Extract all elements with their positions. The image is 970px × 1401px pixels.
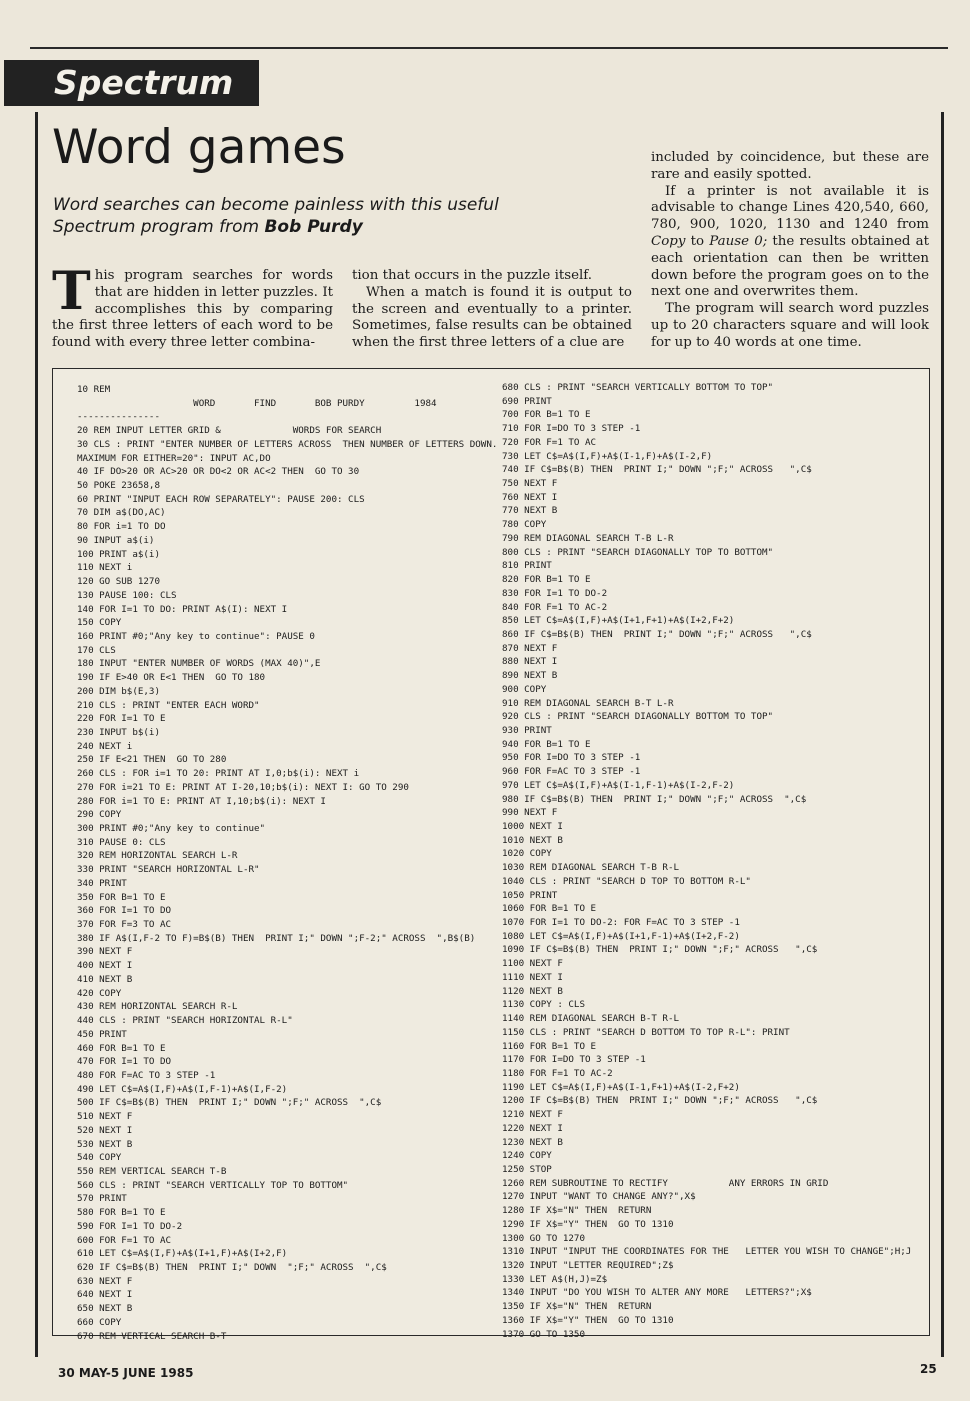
code-line: 300 PRINT #0;"Any key to continue" <box>77 823 266 834</box>
code-line: 880 NEXT I <box>502 656 558 668</box>
code-line: 480 FOR F=AC TO 3 STEP -1 <box>77 1069 216 1081</box>
code-line: 1320 INPUT "LETTER REQUIRED";Z$ <box>502 1260 674 1271</box>
code-line: 1190 LET C$=A$(I,F)+A$(I-1,F+1)+A$(I-2,F+2) <box>502 1081 740 1093</box>
col3-pause-keyword: Pause 0; <box>709 233 768 249</box>
code-line: 500 IF C$=B$(B) THEN PRINT I;" DOWN ";F;" ACROSS ",C$ <box>77 1097 382 1109</box>
code-line: 1200 IF C$=B$(B) THEN PRINT I;" DOWN ";F;" ACROSS ",C$ <box>502 1095 818 1107</box>
code-line: 30 CLS : PRINT "ENTER NUMBER OF LETTERS ACROSS THEN NUMBER OF LETTERS DOWN. <box>77 438 498 450</box>
col3-para-1: included by coincidence, but these are rare and easily spotted. <box>651 150 929 182</box>
code-line: 910 REM DIAGONAL SEARCH B-T L-R <box>502 697 674 709</box>
code-line: 790 REM DIAGONAL SEARCH T-B L-R <box>502 532 674 544</box>
code-line: 1170 FOR I=DO TO 3 STEP -1 <box>502 1054 646 1066</box>
code-line: 120 GO SUB 1270 <box>77 576 160 588</box>
code-line: 550 REM VERTICAL SEARCH T-B <box>77 1165 227 1177</box>
code-line: 570 PRINT <box>77 1193 127 1205</box>
code-line: 740 IF C$=B$(B) THEN PRINT I;" DOWN ";F;" ACROSS ",C$ <box>502 464 812 476</box>
code-line: 650 NEXT B <box>77 1303 133 1315</box>
code-line: 260 CLS : FOR i=1 TO 20: PRINT AT I,0;b$(i): NEXT i <box>77 768 360 780</box>
code-line: 940 FOR B=1 TO E <box>502 738 591 750</box>
code-line: 900 COPY <box>502 683 547 695</box>
code-line: 420 COPY <box>77 987 122 999</box>
code-line: 1250 STOP <box>502 1163 552 1175</box>
code-line: 840 FOR F=1 TO AC-2 <box>502 601 608 613</box>
code-line: 810 PRINT <box>502 560 552 572</box>
code-line: 1050 PRINT <box>502 889 558 901</box>
code-line: 250 IF E<21 THEN GO TO 280 <box>77 754 227 766</box>
listing-left-column <box>77 383 497 1343</box>
code-line: 690 PRINT <box>502 395 552 407</box>
code-line: 990 NEXT F <box>502 807 558 819</box>
code-line: 440 CLS : PRINT "SEARCH HORIZONTAL R-L" <box>77 1015 293 1027</box>
body-column-3 <box>651 150 929 352</box>
code-line: 1310 INPUT "INPUT THE COORDINATES FOR THE LETTER YOU WISH TO CHANGE";H;J <box>502 1246 912 1258</box>
standfirst-author: Bob Purdy <box>264 217 363 237</box>
col2-para-2: When a match is found it is output to the screen and eventually to a printer. Sometimes, false results can be obtained when the first three letters of a clue are <box>352 284 632 351</box>
code-line: 40 IF DO>20 OR AC>20 OR DO<2 OR AC<2 THEN GO TO 30 <box>77 466 360 478</box>
code-line: 590 FOR I=1 TO DO-2 <box>77 1220 183 1232</box>
code-line: 1230 NEXT B <box>502 1136 563 1148</box>
code-line: 10 REM <box>77 384 111 395</box>
code-line: 310 PAUSE 0: CLS <box>77 836 166 848</box>
code-line: 860 IF C$=B$(B) THEN PRINT I;" DOWN ";F;" ACROSS ",C$ <box>502 628 812 640</box>
code-line: 180 INPUT "ENTER NUMBER OF WORDS (MAX 40)",E <box>77 658 321 670</box>
code-line: 710 FOR I=DO TO 3 STEP -1 <box>502 423 641 435</box>
code-line: 850 LET C$=A$(I,F)+A$(I+1,F+1)+A$(I+2,F+2) <box>502 615 735 627</box>
col3-para-3: The program will search word puzzles up to 20 characters square and will look for up to 40 words at one time. <box>651 301 929 350</box>
code-line: 1040 CLS : PRINT "SEARCH D TOP TO BOTTOM R-L" <box>502 875 751 887</box>
code-line: 960 FOR F=AC TO 3 STEP -1 <box>502 766 641 778</box>
code-line: 400 NEXT I <box>77 960 133 972</box>
col3-copy-keyword: Copy <box>651 233 686 249</box>
code-line: 290 COPY <box>77 809 122 821</box>
code-line: 70 DIM a$(DO,AC) <box>77 507 166 519</box>
code-line: 890 NEXT B <box>502 670 558 682</box>
code-line: 430 REM HORIZONTAL SEARCH R-L <box>77 1001 238 1013</box>
col3-para-2 <box>651 184 929 302</box>
code-line: 780 COPY <box>502 519 547 531</box>
code-line: 1110 NEXT I <box>502 971 563 983</box>
code-line: MAXIMUM FOR EITHER=20": INPUT AC,DO <box>77 452 271 464</box>
code-line: 720 FOR F=1 TO AC <box>502 436 597 448</box>
standfirst-text: Word searches can become painless with this useful Spectrum program from <box>53 195 499 237</box>
code-line: 610 LET C$=A$(I,F)+A$(I+1,F)+A$(I+2,F) <box>77 1248 288 1260</box>
code-line: 280 FOR i=1 TO E: PRINT AT I,10;b$(i): NEXT I <box>77 795 326 807</box>
code-line: 230 INPUT b$(i) <box>77 726 160 738</box>
code-line: 170 CLS <box>77 644 116 656</box>
code-line: 920 CLS : PRINT "SEARCH DIAGONALLY BOTTOM TO TOP" <box>502 711 774 723</box>
code-line: 800 CLS : PRINT "SEARCH DIAGONALLY TOP TO BOTTOM" <box>502 546 774 558</box>
code-line: 190 IF E>40 OR E<1 THEN GO TO 180 <box>77 672 266 684</box>
code-line: 930 PRINT <box>502 724 552 736</box>
code-line: 1070 FOR I=1 TO DO-2: FOR F=AC TO 3 STEP -1 <box>502 917 740 929</box>
code-line: 950 FOR I=DO TO 3 STEP -1 <box>502 752 641 764</box>
code-line: 330 PRINT "SEARCH HORIZONTAL L-R" <box>77 864 260 876</box>
code-line: 390 NEXT F <box>77 946 133 958</box>
program-listing-box <box>52 368 930 1342</box>
listing-right-column <box>502 381 911 1341</box>
code-line: 1360 IF X$="Y" THEN GO TO 1310 <box>502 1314 674 1326</box>
code-line: 240 NEXT i <box>77 740 133 752</box>
code-line: 680 CLS : PRINT "SEARCH VERTICALLY BOTTOM TO TOP" <box>502 382 774 393</box>
code-line: 970 LET C$=A$(I,F)+A$(I-1,F-1)+A$(I-2,F-2) <box>502 779 735 791</box>
code-line: 160 PRINT #0;"Any key to continue": PAUSE 0 <box>77 630 315 642</box>
code-line: 80 FOR i=1 TO DO <box>77 521 166 533</box>
code-line: 1120 NEXT B <box>502 985 563 997</box>
code-line: 730 LET C$=A$(I,F)+A$(I-1,F)+A$(I-2,F) <box>502 450 713 462</box>
code-line: 470 FOR I=1 TO DO <box>77 1056 172 1068</box>
col1-text: his program searches for words that are hidden in letter puzzles. It accomplishes this by comparing the first three letters of each word to be found with every three letter combina- <box>52 268 333 351</box>
code-line: 1090 IF C$=B$(B) THEN PRINT I;" DOWN ";F;" ACROSS ",C$ <box>502 944 818 956</box>
code-line: --------------- <box>77 411 160 423</box>
code-line: 600 FOR F=1 TO AC <box>77 1234 172 1246</box>
code-line: 1130 COPY : CLS <box>502 999 585 1011</box>
body-column-2 <box>352 268 632 352</box>
col3-para-2-b: to <box>685 233 710 249</box>
code-line: 750 NEXT F <box>502 478 558 490</box>
code-line: 520 NEXT I <box>77 1124 133 1136</box>
code-line: 1080 LET C$=A$(I,F)+A$(I+1,F-1)+A$(I+2,F-2) <box>502 930 740 942</box>
code-line: 340 PRINT <box>77 877 127 889</box>
code-line: 630 NEXT F <box>77 1275 133 1287</box>
code-line: 560 CLS : PRINT "SEARCH VERTICALLY TOP TO BOTTOM" <box>77 1179 349 1191</box>
code-line: 640 NEXT I <box>77 1289 133 1301</box>
section-label: Spectrum <box>4 60 259 106</box>
code-line: 460 FOR B=1 TO E <box>77 1042 166 1054</box>
code-line: 700 FOR B=1 TO E <box>502 409 591 421</box>
col3-para-2-a: If a printer is not available it is advisable to change Lines 420,540, 660, 780, 900, 1020, 1130 and 1240 from <box>651 183 929 233</box>
left-rule <box>35 112 38 1357</box>
col3-para-2-c: the results obtained at each orientation can then be written down before the program goes on to the next one and overwrites them. <box>651 233 929 300</box>
code-line: 270 FOR i=21 TO E: PRINT AT I-20,10;b$(i): NEXT I: GO TO 290 <box>77 781 409 793</box>
code-line: 540 COPY <box>77 1152 122 1164</box>
drop-cap: T <box>52 261 91 322</box>
code-line: 530 NEXT B <box>77 1138 133 1150</box>
code-line: 1060 FOR B=1 TO E <box>502 903 597 915</box>
code-line: 1350 IF X$="N" THEN RETURN <box>502 1301 652 1313</box>
page-number: 25 <box>920 1362 937 1376</box>
code-line: 980 IF C$=B$(B) THEN PRINT I;" DOWN ";F;" ACROSS ",C$ <box>502 793 807 805</box>
code-line: 410 NEXT B <box>77 973 133 985</box>
code-line: 760 NEXT I <box>502 491 558 503</box>
article-headline: Word games <box>52 120 346 175</box>
code-line: 870 NEXT F <box>502 642 558 654</box>
code-line: 660 COPY <box>77 1316 122 1328</box>
code-line: 220 FOR I=1 TO E <box>77 713 166 725</box>
code-line: 1300 GO TO 1270 <box>502 1232 585 1244</box>
code-line: 20 REM INPUT LETTER GRID & WORDS FOR SEARCH <box>77 425 382 437</box>
code-line: 350 FOR B=1 TO E <box>77 891 166 903</box>
code-line: 1270 INPUT "WANT TO CHANGE ANY?",X$ <box>502 1191 696 1203</box>
code-line: 1000 NEXT I <box>502 821 563 832</box>
code-line: 490 LET C$=A$(I,F)+A$(I,F-1)+A$(I,F-2) <box>77 1083 288 1095</box>
code-line: 320 REM HORIZONTAL SEARCH L-R <box>77 850 238 862</box>
code-line: 1290 IF X$="Y" THEN GO TO 1310 <box>502 1218 674 1230</box>
code-line: 1100 NEXT F <box>502 958 563 970</box>
code-line: 1370 GO TO 1350 <box>502 1328 585 1340</box>
code-line: 1140 REM DIAGONAL SEARCH B-T R-L <box>502 1013 680 1025</box>
code-line: 1010 NEXT B <box>502 834 563 846</box>
code-line: 670 REM VERTICAL SEARCH B-T <box>77 1330 227 1342</box>
code-line: 130 PAUSE 100: CLS <box>77 589 177 601</box>
top-rule <box>30 47 948 49</box>
code-line: 510 NEXT F <box>77 1111 133 1123</box>
code-line: 1280 IF X$="N" THEN RETURN <box>502 1205 652 1217</box>
col2-para-1: tion that occurs in the puzzle itself. <box>352 268 593 283</box>
code-line: 1220 NEXT I <box>502 1122 563 1134</box>
code-line: 820 FOR B=1 TO E <box>502 574 591 586</box>
code-line: 100 PRINT a$(i) <box>77 548 160 560</box>
code-line: 110 NEXT i <box>77 562 133 574</box>
code-line: 1260 REM SUBROUTINE TO RECTIFY ANY ERRORS IN GRID <box>502 1177 829 1189</box>
code-line: 1330 LET A$(H,J)=Z$ <box>502 1273 608 1285</box>
code-line: 1150 CLS : PRINT "SEARCH D BOTTOM TO TOP R-L": PRINT <box>502 1026 790 1038</box>
code-line: 450 PRINT <box>77 1028 127 1040</box>
code-line: 830 FOR I=1 TO DO-2 <box>502 587 608 599</box>
code-line: 210 CLS : PRINT "ENTER EACH WORD" <box>77 699 260 711</box>
code-line: 1030 REM DIAGONAL SEARCH T-B R-L <box>502 862 680 874</box>
code-line: 1210 NEXT F <box>502 1109 563 1121</box>
code-line: 150 COPY <box>77 617 122 629</box>
code-line: 580 FOR B=1 TO E <box>77 1207 166 1219</box>
code-line: 1020 COPY <box>502 848 552 860</box>
code-line: 1160 FOR B=1 TO E <box>502 1040 597 1052</box>
right-rule <box>941 112 944 1357</box>
code-line: 90 INPUT a$(i) <box>77 534 155 546</box>
code-line: 60 PRINT "INPUT EACH ROW SEPARATELY": PAUSE 200: CLS <box>77 493 365 505</box>
code-line: 620 IF C$=B$(B) THEN PRINT I;" DOWN ";F;" ACROSS ",C$ <box>77 1262 387 1273</box>
code-line: 770 NEXT B <box>502 505 558 517</box>
code-line: 380 IF A$(I,F-2 TO F)=B$(B) THEN PRINT I;" DOWN ";F-2;" ACROSS ",B$(B) <box>77 932 476 944</box>
code-line: WORD FIND BOB PURDY 1984 <box>77 397 437 409</box>
code-line: 1180 FOR F=1 TO AC-2 <box>502 1067 613 1079</box>
code-line: 200 DIM b$(E,3) <box>77 685 160 697</box>
code-line: 1340 INPUT "DO YOU WISH TO ALTER ANY MORE LETTERS?";X$ <box>502 1287 812 1299</box>
code-line: 360 FOR I=1 TO DO <box>77 905 172 917</box>
code-line: 140 FOR I=1 TO DO: PRINT A$(I): NEXT I <box>77 603 288 615</box>
body-column-1 <box>52 261 333 352</box>
standfirst <box>53 194 553 238</box>
code-line: 50 POKE 23658,8 <box>77 480 160 492</box>
code-line: 1240 COPY <box>502 1150 552 1162</box>
code-line: 370 FOR F=3 TO AC <box>77 919 172 931</box>
footer-date: 30 MAY-5 JUNE 1985 <box>58 1366 194 1380</box>
